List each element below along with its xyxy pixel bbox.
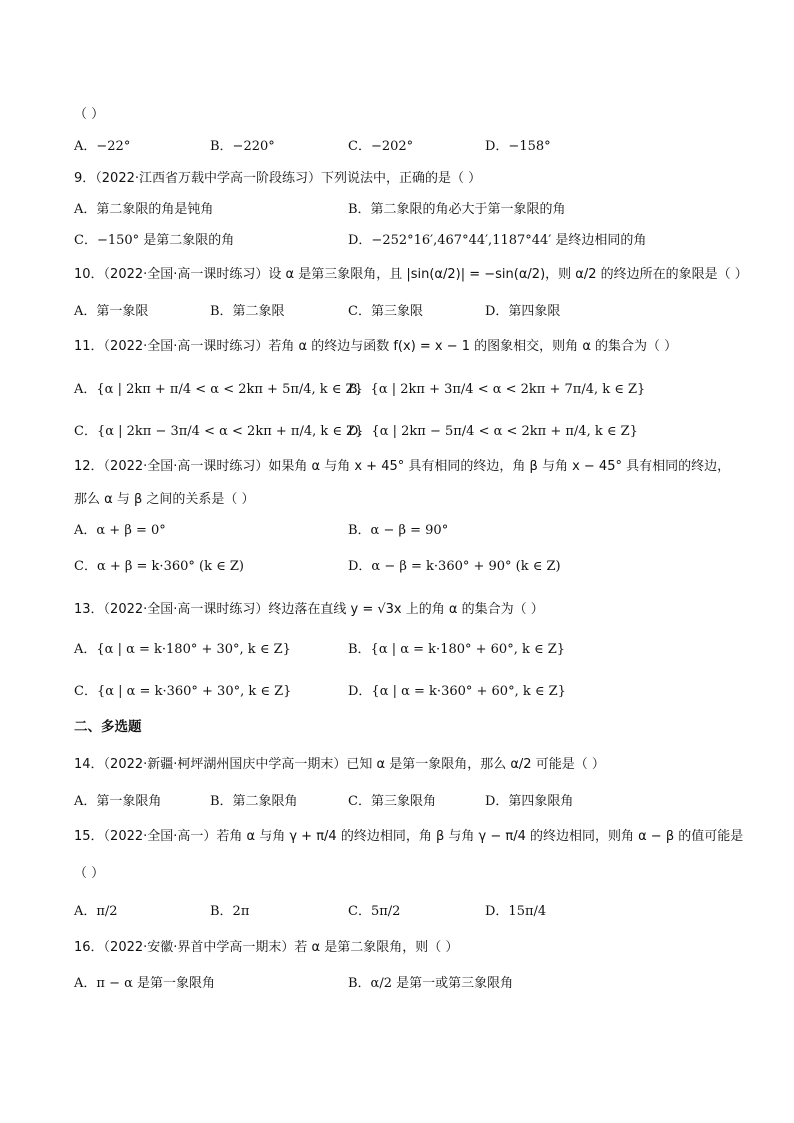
q12-option-d[interactable]: D．α − β = k·360° + 90° (k ∈ Z) — [348, 559, 561, 574]
q12-stem-line2: 那么 α 与 β 之间的关系是（ ） — [74, 492, 255, 507]
q16-stem: 16．（2022·安徽·界首中学高一期末）若 α 是第二象限角，则（ ） — [74, 940, 459, 955]
q8-option-a[interactable]: A．−22° — [74, 139, 131, 154]
q10-stem: 10．（2022·全国·高一课时练习）设 α 是第三象限角，且 |sin(α/2)| = −sin(α/2)，则 α/2 的终边所在的象限是（ ） — [74, 267, 748, 282]
q9-stem: 9．（2022·江西省万载中学高一阶段练习）下列说法中，正确的是（ ） — [74, 171, 482, 186]
q14-option-b[interactable]: B．第二象限角 — [210, 794, 298, 809]
q9-option-b[interactable]: B．第二象限的角必大于第一象限的角 — [348, 202, 566, 217]
q16-option-a[interactable]: A．π − α 是第一象限角 — [74, 976, 216, 991]
q12-stem-line1: 12．（2022·全国·高一课时练习）如果角 α 与角 x + 45° 具有相同的终边，角 β 与角 x − 45° 具有相同的终边， — [74, 459, 731, 474]
q8-option-c[interactable]: C．−202° — [348, 139, 414, 154]
q10-option-a[interactable]: A．第一象限 — [74, 304, 149, 319]
section-heading-multiple-choice: 二、多选题 — [74, 719, 142, 735]
q11-option-a[interactable]: A．{α | 2kπ + π/4 < α < 2kπ + 5π/4, k ∈ Z} — [74, 382, 363, 397]
q15-option-b[interactable]: B．2π — [210, 904, 250, 919]
q10-option-c[interactable]: C．第三象限 — [348, 304, 423, 319]
q13-stem: 13．（2022·全国·高一课时练习）终边落在直线 y = √3x 上的角 α 的集合为（ ） — [74, 602, 544, 617]
q15-option-c[interactable]: C．5π/2 — [348, 904, 401, 919]
q15-answer-bracket: （ ） — [74, 866, 105, 881]
q14-option-d[interactable]: D．第四象限角 — [485, 794, 574, 809]
q9-option-d[interactable]: D．−252°16′,467°44′,1187°44′ 是终边相同的角 — [348, 233, 647, 248]
q11-option-c[interactable]: C．{α | 2kπ − 3π/4 < α < 2kπ + π/4, k ∈ Z} — [74, 424, 364, 439]
q14-stem: 14．（2022·新疆·柯坪湖州国庆中学高一期末）已知 α 是第一象限角，那么 α/2 可能是（ ） — [74, 757, 605, 772]
q8-answer-bracket: （ ） — [74, 107, 105, 122]
q13-option-d[interactable]: D．{α | α = k·360° + 60°, k ∈ Z} — [348, 684, 566, 699]
q12-option-c[interactable]: C．α + β = k·360° (k ∈ Z) — [74, 559, 244, 574]
q16-option-b[interactable]: B．α/2 是第一或第三象限角 — [348, 976, 514, 991]
q10-option-d[interactable]: D．第四象限 — [485, 304, 561, 319]
q12-option-a[interactable]: A．α + β = 0° — [74, 523, 166, 538]
q11-stem: 11．（2022·全国·高一课时练习）若角 α 的终边与函数 f(x) = x − 1 的图象相交，则角 α 的集合为（ ） — [74, 339, 678, 354]
q15-option-a[interactable]: A．π/2 — [74, 904, 118, 919]
q14-option-c[interactable]: C．第三象限角 — [348, 794, 436, 809]
q14-option-a[interactable]: A．第一象限角 — [74, 794, 162, 809]
q9-option-a[interactable]: A．第二象限的角是钝角 — [74, 202, 214, 217]
q9-option-c[interactable]: C．−150° 是第二象限的角 — [74, 233, 235, 248]
q12-option-b[interactable]: B．α − β = 90° — [348, 523, 449, 538]
q10-option-b[interactable]: B．第二象限 — [210, 304, 285, 319]
q13-option-a[interactable]: A．{α | α = k·180° + 30°, k ∈ Z} — [74, 642, 291, 657]
q11-option-d[interactable]: D．{α | 2kπ − 5π/4 < α < 2kπ + π/4, k ∈ Z} — [348, 424, 638, 439]
q13-option-c[interactable]: C．{α | α = k·360° + 30°, k ∈ Z} — [74, 684, 292, 699]
q8-option-d[interactable]: D．−158° — [485, 139, 551, 154]
q15-stem: 15．（2022·全国·高一）若角 α 与角 γ + π/4 的终边相同，角 β 与角 γ − π/4 的终边相同，则角 α − β 的值可能是 — [74, 829, 744, 844]
q8-option-b[interactable]: B．−220° — [210, 139, 275, 154]
q15-option-d[interactable]: D．15π/4 — [485, 904, 547, 919]
q13-option-b[interactable]: B．{α | α = k·180° + 60°, k ∈ Z} — [348, 642, 566, 657]
q11-option-b[interactable]: B．{α | 2kπ + 3π/4 < α < 2kπ + 7π/4, k ∈ Z} — [348, 382, 646, 397]
